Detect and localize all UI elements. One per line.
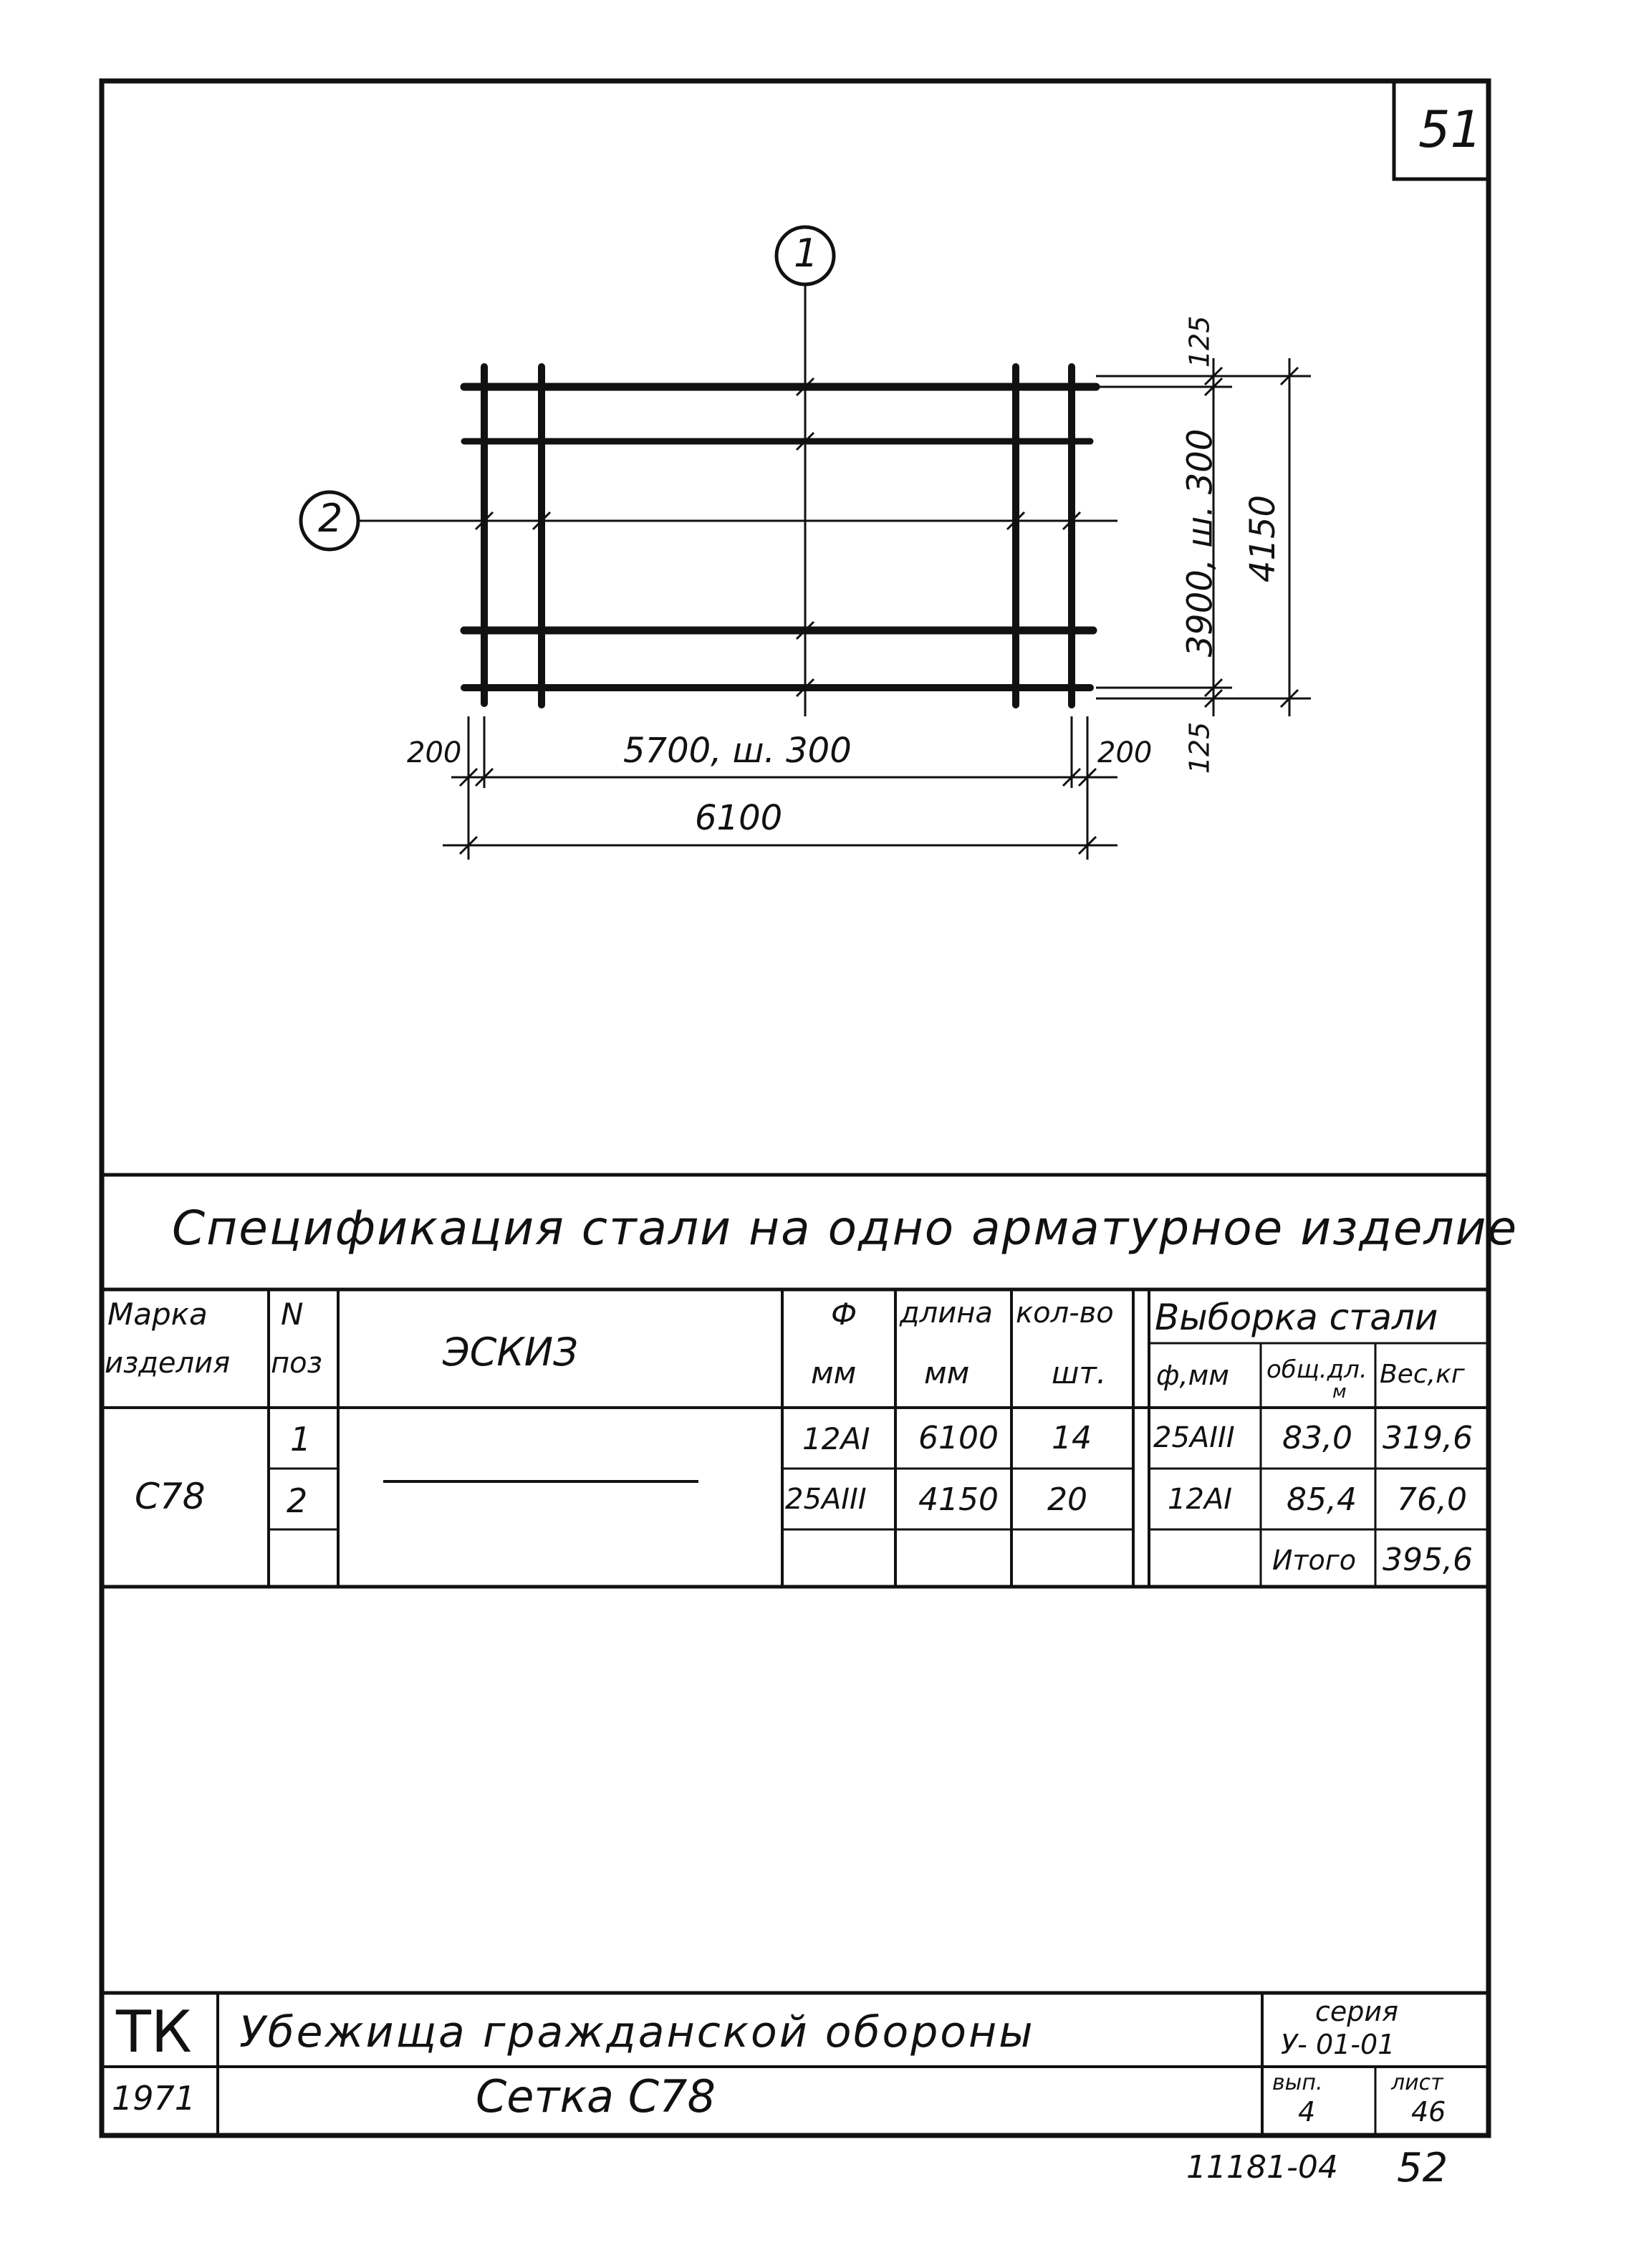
header-sel-total-unit: м — [1332, 1381, 1347, 1403]
sel-row-2-weight: 76,0 — [1397, 1481, 1467, 1518]
project-name: Убежища гражданской обороны — [239, 2007, 1035, 2057]
header-sketch: ЭСКИЗ — [443, 1330, 578, 1375]
header-qty-2: шт. — [1052, 1355, 1107, 1390]
mesh-bars-vertical — [484, 367, 1072, 705]
header-sel-dia: ф,мм — [1156, 1360, 1229, 1391]
year-label: 1971 — [112, 2079, 196, 2118]
header-dia-1: Ф — [831, 1297, 857, 1332]
sel-row-2-total: 85,4 — [1287, 1481, 1357, 1518]
archive-number: 11181-04 — [1186, 2149, 1338, 2186]
row-2-qty: 20 — [1047, 1481, 1087, 1518]
header-qty-1: кол-во — [1016, 1297, 1114, 1330]
header-dia-2: мм — [811, 1355, 857, 1390]
spec-title: Спецификация стали на одно арматурное изделие — [172, 1201, 1519, 1256]
sel-row-1-weight: 319,6 — [1383, 1420, 1473, 1456]
dim-left-200: 200 — [407, 736, 462, 769]
sel-row-2-dia: 12АI — [1168, 1483, 1233, 1516]
sheet-label: лист — [1391, 2070, 1443, 2095]
org-label: ТК — [116, 1999, 192, 2065]
header-sel-total: общ.дл. — [1266, 1355, 1367, 1384]
header-len-1: длина — [900, 1297, 993, 1330]
sheet-value: 46 — [1411, 2096, 1446, 2128]
sel-row-1-total: 83,0 — [1282, 1420, 1352, 1456]
header-mark-1: Марка — [107, 1297, 208, 1332]
callout-1-label: 1 — [794, 231, 819, 276]
mesh-bars-horizontal — [464, 387, 1096, 688]
dim-5700: 5700, ш. 300 — [623, 731, 852, 771]
sheet-number: 51 — [1418, 100, 1483, 159]
dim-4150: 4150 — [1243, 494, 1284, 583]
issue-value: 4 — [1298, 2096, 1316, 2128]
dim-right-200: 200 — [1097, 736, 1153, 769]
mark-value: С78 — [135, 1476, 206, 1517]
row-1-dia: 12АI — [802, 1421, 870, 1456]
row-1-qty: 14 — [1052, 1420, 1092, 1456]
dim-6100: 6100 — [695, 798, 783, 838]
total-value: 395,6 — [1383, 1542, 1473, 1578]
header-len-2: мм — [924, 1355, 970, 1390]
sel-row-1-dia: 25АIII — [1153, 1421, 1235, 1454]
issue-label: вып. — [1272, 2070, 1323, 2095]
series-value: У- 01-01 — [1281, 2029, 1395, 2060]
callout-2-label: 2 — [318, 496, 343, 541]
dim-top-125: 125 — [1183, 315, 1216, 368]
dim-bottom-125: 125 — [1183, 721, 1216, 774]
total-label: Итого — [1272, 1544, 1357, 1576]
header-selection: Выборка стали — [1155, 1297, 1438, 1338]
row-1-len: 6100 — [918, 1420, 999, 1456]
header-mark-2: изделия — [105, 1347, 231, 1380]
page-number: 52 — [1397, 2145, 1448, 2191]
sheet-name: Сетка С78 — [476, 2070, 716, 2123]
header-pos-2: поз — [271, 1347, 322, 1380]
header-sel-weight: Вес,кг — [1380, 1360, 1465, 1389]
row-2-pos: 2 — [287, 1481, 308, 1520]
row-2-dia: 25АIII — [785, 1483, 867, 1516]
header-pos-1: N — [281, 1297, 304, 1332]
row-2-len: 4150 — [918, 1481, 999, 1518]
row-1-pos: 1 — [290, 1420, 312, 1459]
series-label: серия — [1315, 1996, 1398, 2027]
dim-3900: 3900, ш. 300 — [1180, 428, 1221, 658]
